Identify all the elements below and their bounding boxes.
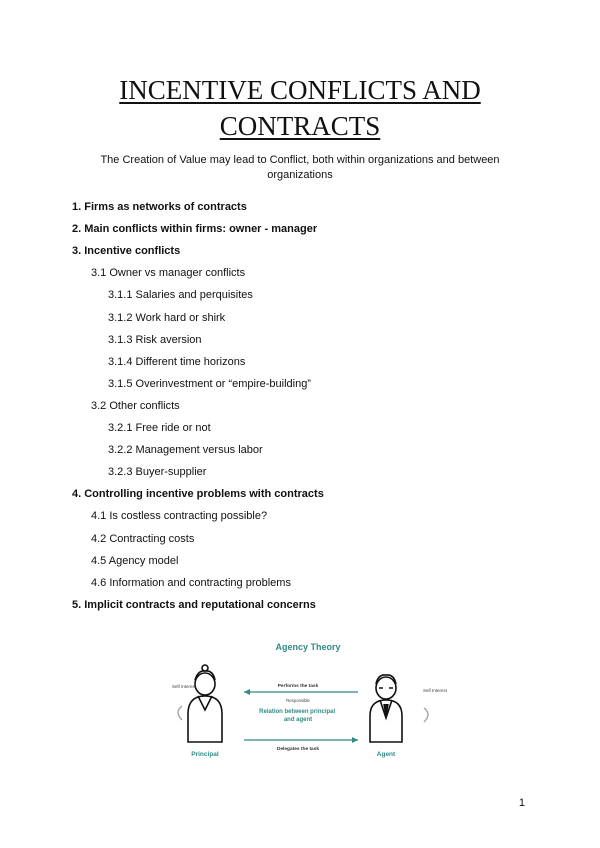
outline-subheading: 3.2 Other conflicts — [91, 399, 180, 412]
outline-subheading: 4.5 Agency model — [91, 554, 179, 567]
delegates-task-label: Delegates the task — [276, 747, 320, 752]
document-subtitle: The Creation of Value may lead to Conflict, both within organizations and between organizations — [100, 154, 500, 181]
outline-heading: 1. Firms as networks of contracts — [72, 201, 247, 213]
title-line-1: INCENTIVE CONFLICTS AND — [119, 75, 481, 105]
outline-subsubheading: 3.2.3 Buyer-supplier — [108, 466, 207, 479]
agent-self-interest-note: Self Interest — [422, 688, 448, 693]
relation-label-line-2: and agent — [283, 717, 313, 723]
relation-label — [259, 709, 337, 723]
outline-heading: 5. Implicit contracts and reputational concerns — [72, 598, 316, 611]
outline-heading: 2. Main conflicts within firms: owner - manager — [72, 223, 318, 236]
relation-label-line-1: Relation between principal — [259, 709, 336, 715]
outline-subsubheading: 3.2.2 Management versus labor — [108, 444, 263, 457]
outline-subheading: 3.1 Owner vs manager conflicts — [91, 267, 246, 280]
outline-subsubheading: 3.1.4 Different time horizons — [108, 355, 246, 368]
agent-label: Agent — [376, 751, 396, 758]
outline-subsubheading: 3.1.2 Work hard or shirk — [108, 311, 226, 324]
outline-subheading: 4.1 Is costless contracting possible? — [91, 510, 268, 523]
agency-theory-figure — [170, 632, 450, 767]
outline-heading: 3. Incentive conflicts — [72, 245, 181, 258]
agent-cycle-icon — [424, 708, 428, 722]
performs-task-label: Performs the task — [277, 684, 319, 689]
outline-subsubheading: 3.2.1 Free ride or not — [108, 422, 211, 434]
agent-person-icon — [370, 675, 402, 742]
title-line-2: CONTRACTS — [219, 111, 381, 141]
principal-self-interest-note: Self Interest — [171, 684, 197, 689]
delegates-task-arrowhead — [352, 737, 358, 743]
outline-subheading: 4.2 Contracting costs — [91, 532, 195, 545]
principal-cycle-icon — [178, 706, 182, 720]
outline-subheading: 4.6 Information and contracting problems — [91, 576, 291, 589]
outline-subsubheading: 3.1.3 Risk aversion — [108, 333, 202, 346]
figure-title: Agency Theory — [275, 642, 341, 652]
responsible-label: Responsible — [286, 698, 310, 703]
page-number: 1 — [518, 797, 525, 809]
principal-label: Principal — [191, 751, 219, 758]
outline-heading: 4. Controlling incentive problems with contracts — [72, 488, 324, 501]
outline-subsubheading: 3.1.1 Salaries and perquisites — [108, 289, 253, 302]
performs-task-arrowhead — [244, 689, 250, 695]
outline-subsubheading: 3.1.5 Overinvestment or “empire-building” — [108, 377, 311, 390]
principal-person-icon — [188, 665, 222, 742]
